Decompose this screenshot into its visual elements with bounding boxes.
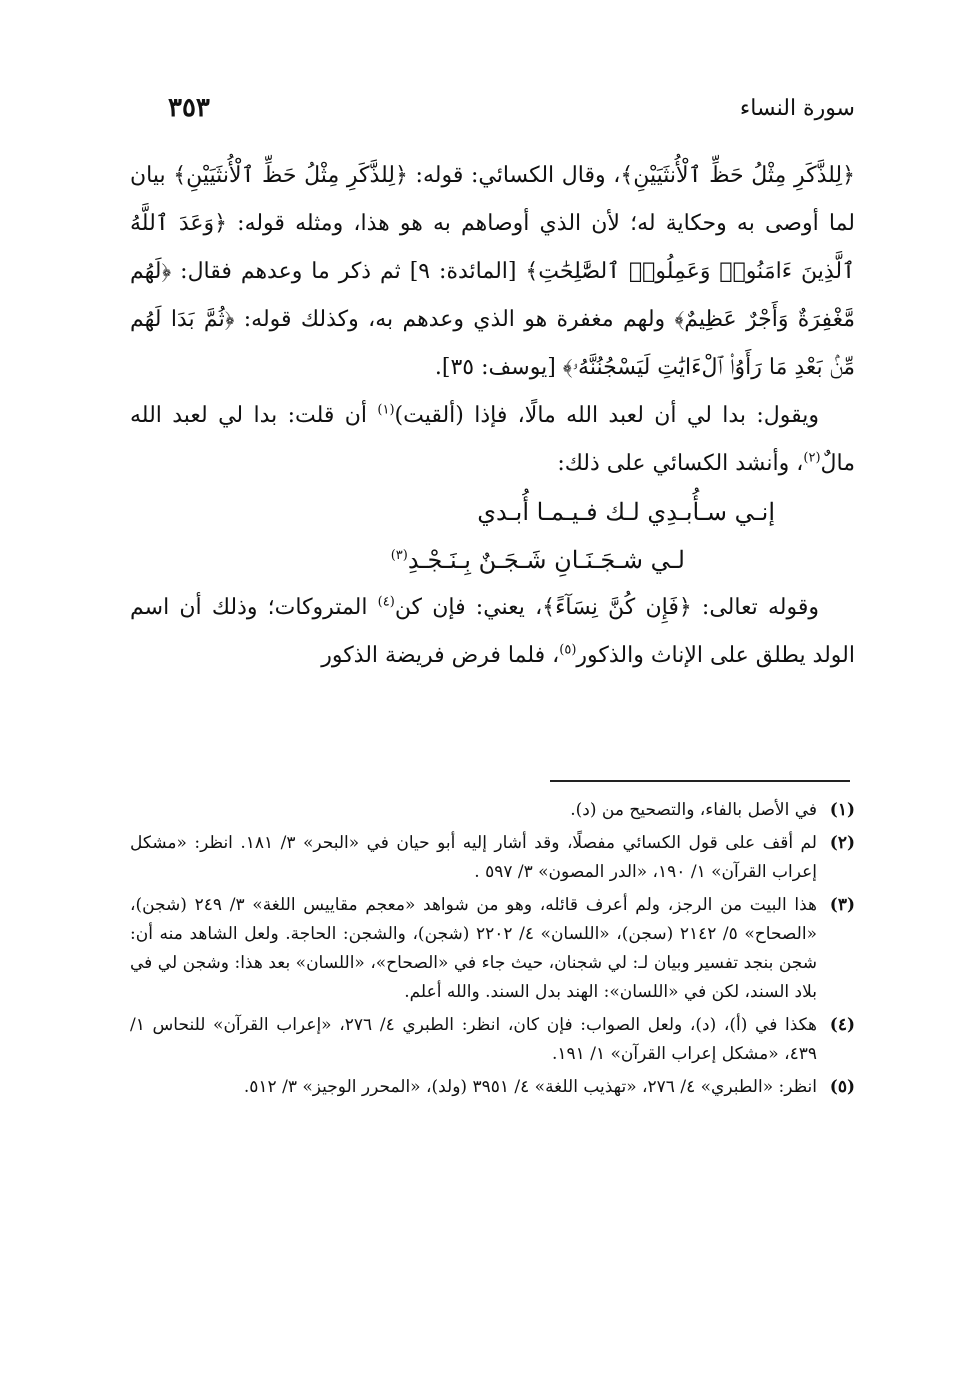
footnote-ref-5: (٥) — [559, 642, 577, 658]
footnote-ref-2: (٢) — [803, 450, 821, 466]
footnote-divider — [550, 780, 850, 782]
footnotes — [130, 796, 855, 1106]
footnote-text: هكذا في (أ)، (د)، ولعل الصواب: فإن كان، انظر: الطبري ٤/ ٢٧٦، «إعراب القرآن» للنحاس ١/ ٤٣٩، «مشكل إعراب القرآن» ١/ ١٩١. — [130, 1015, 818, 1064]
main-text — [130, 152, 855, 680]
footnote-number: (٤) — [829, 1015, 855, 1035]
paragraph-2-text-c: ، وأنشد الكسائي على ذلك: — [557, 451, 804, 476]
paragraph-3-text-a: وقوله تعالى: ﴿فَإِن كُنَّ نِسَآءً﴾، يعني: فإن كن — [394, 595, 819, 620]
footnote-number: (٥) — [829, 1077, 855, 1097]
paragraph-3-text-c: ، فلما فرض فريضة الذكور — [321, 643, 560, 668]
paragraph-2 — [130, 392, 855, 488]
poem-verse — [130, 488, 855, 584]
footnote-text: هذا البيت من الرجز، ولم أعرف قائله، وهو من شواهد «معجم مقاييس اللغة» ٣/ ٢٤٩ (شجن)، «الصحاح» ٥/ ٢١٤٢ (سجن)، «اللسان» ٤/ ٢٢٠٢ (شجن)، والشجن: الحاجة. ولعل الشاهد منه أن: شجن بنجد تفسير وبيان لـ: لي شجنان، حيث جاء في «الصحاح»، «اللسان» بعد هذا: وشجن لي في بلاد السند، لكن في «اللسان»: الهند بدل السند. والله أعلم. — [130, 895, 817, 1002]
poem-line-1: إنـي سـأُبـدِي لـك فـيـمـا أُبـدي — [477, 498, 775, 526]
footnote-ref-1: (١) — [377, 402, 395, 418]
page-header — [168, 88, 855, 128]
footnote — [130, 891, 855, 1007]
surah-title: سورة النساء — [739, 95, 855, 121]
footnote-text: لم أقف على قول الكسائي مفصلًا، وقد أشار إليه أبو حيان في «البحر» ٣/ ١٨١. انظر: «مشكل إعراب القرآن» ١/ ١٩٠، «الدر المصون» ٣/ ٥٩٧ . — [130, 833, 817, 882]
page-number: ٣٥٣ — [168, 93, 210, 123]
footnote-text: انظر: «الطبري» ٤/ ٢٧٦، «تهذيب اللغة» ٤/ ٣٩٥١ (ولد)، «المحرر الوجيز» ٣/ ٥١٢. — [243, 1077, 817, 1097]
footnote — [130, 1073, 855, 1102]
footnote-ref-3: (٣) — [390, 548, 408, 563]
poem-line-2: لـي شـجَـنَـانِ شَـجَـنٌ بِـنَـجْـدِ — [407, 546, 685, 574]
poem-line-2-wrap — [130, 536, 855, 584]
paragraph-3 — [130, 584, 855, 680]
footnote — [130, 1011, 855, 1069]
paragraph-3-text-b: المتروكات؛ وذلك أن اسم الولد يطلق على الإناث والذكور — [130, 595, 855, 668]
footnote-number: (٢) — [829, 833, 855, 853]
footnote — [130, 796, 855, 825]
footnote-text: في الأصل بالفاء، والتصحيح من (د). — [570, 800, 817, 820]
footnote-ref-4: (٤) — [377, 594, 395, 610]
paragraph-2-text-b: أن قلت: بدا لي لعبد الله مالٌ — [130, 403, 855, 476]
footnote — [130, 829, 855, 887]
paragraph-1: ﴿لِلذَّكَرِ مِثْلُ حَظِّ ٱلْأُنثَيَيْنِ﴾، وقال الكسائي: قوله: ﴿لِلذَّكَرِ مِثْلُ حَظِّ ٱلْأُنثَيَيْنِ﴾ بيان لما أوصى به وحكاية له؛ لأن الذي أوصاهم به هو هذا، ومثله قوله: ﴿وَعَدَ ٱللَّهُ ٱلَّذِينَ ءَامَنُوا۟ وَعَمِلُوا۟ ٱلصَّٰلِحَٰتِ﴾ [المائدة: ٩] ثم ذكر ما وعدهم فقال: ﴿لَهُم مَّغْفِرَةٌ وَأَجْرٌ عَظِيمٌ﴾ ولهم مغفرة هو الذي وعدهم به، وكذلك قوله: ﴿ثُمَّ بَدَا لَهُم مِّنۢ بَعْدِ مَا رَأَوُا۟ ٱلْءَايَٰتِ لَيَسْجُنُنَّهُۥ﴾ [يوسف: ٣٥]. — [130, 163, 855, 380]
paragraph-2-text-a: ويقول: بدا لي أن لعبد الله مالًا، فإذا (ألقيت) — [394, 403, 820, 428]
footnote-number: (٣) — [829, 895, 855, 915]
footnote-number: (١) — [829, 800, 855, 820]
